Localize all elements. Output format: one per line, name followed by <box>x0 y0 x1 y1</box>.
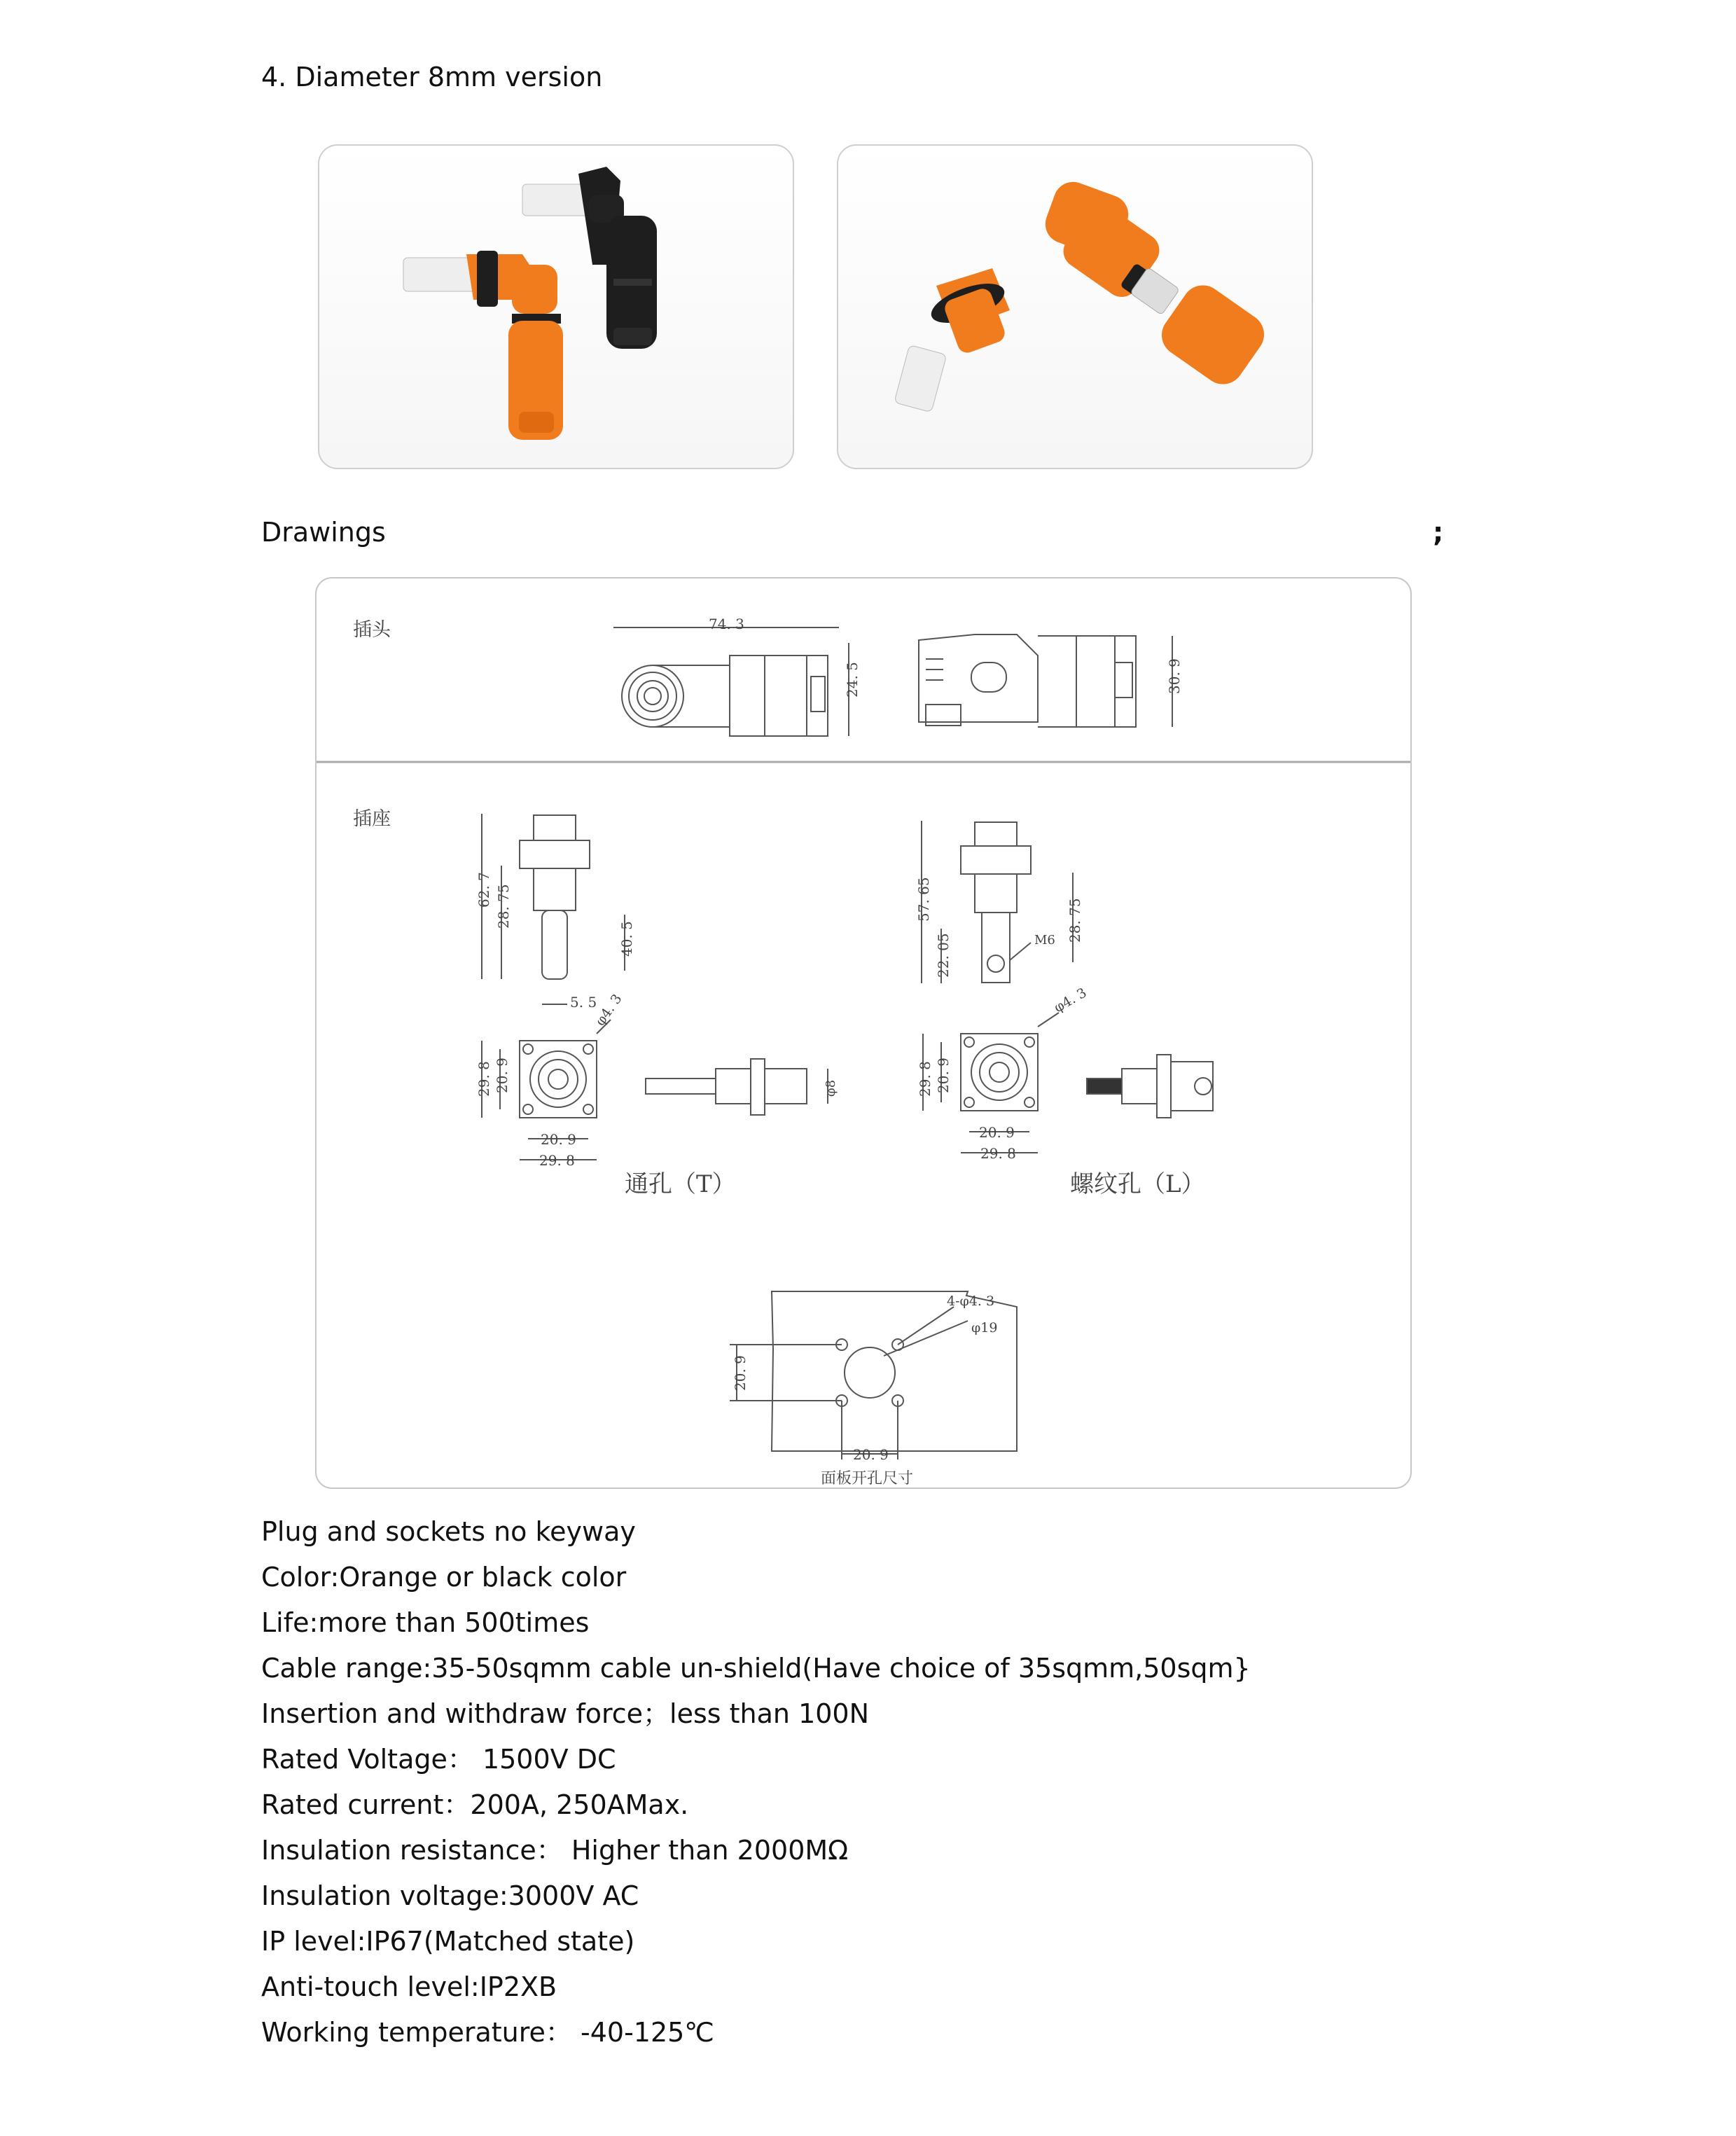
dim-t-tab: 40. 5 <box>618 921 635 957</box>
dim-panel-v: 20. 9 <box>732 1355 749 1391</box>
dim-plug-height-1: 24. 5 <box>844 662 861 698</box>
dim-t-inner-v: 20. 9 <box>494 1057 511 1093</box>
drawing-canvas <box>317 578 1410 1487</box>
spec-insulation-voltage: Insulation voltage:3000V AC <box>261 1880 639 1911</box>
caption-through-hole: 通孔（T） <box>625 1170 736 1198</box>
dim-l-total: 57. 65 <box>915 877 932 922</box>
spec-anti-touch: Anti-touch level:IP2XB <box>261 1971 557 2002</box>
socket-t-elevation <box>475 814 635 1011</box>
dim-l-thread: M6 <box>1034 933 1055 948</box>
spec-cable-range: Cable range:35-50sqmm cable un-shield(Have choice of 35sqmm,50sqm} <box>261 1653 1251 1684</box>
dim-l-low: 22. 05 <box>935 933 952 978</box>
spec-insertion-force: Insertion and withdraw force；less than 100N <box>261 1698 870 1729</box>
plug-view-side <box>919 634 1183 727</box>
panel-cutout <box>730 1291 1017 1487</box>
product-photo-right <box>837 144 1313 469</box>
section-heading: 4. Diameter 8mm version <box>261 62 603 92</box>
dim-plug-length: 74. 3 <box>709 616 744 632</box>
dim-t-inner-h: 20. 9 <box>541 1131 576 1148</box>
spec-color: Color:Orange or black color <box>261 1562 627 1593</box>
dim-l-inner-h: 20. 9 <box>979 1124 1015 1141</box>
socket-l-plan <box>917 985 1205 1198</box>
dim-panel-h: 20. 9 <box>853 1446 889 1463</box>
socket-t-side <box>646 1059 838 1115</box>
dim-t-width: 5. 5 <box>570 994 597 1011</box>
spec-keyway: Plug and sockets no keyway <box>261 1516 636 1547</box>
socket-label: 插座 <box>353 808 391 830</box>
dim-phi8: φ8 <box>824 1079 838 1097</box>
technical-drawing <box>315 577 1412 1489</box>
spec-ip-level: IP level:IP67(Matched state) <box>261 1926 635 1957</box>
dim-plug-height-2: 30. 9 <box>1166 658 1183 694</box>
spec-insulation-resistance: Insulation resistance： Higher than 2000MΩ <box>261 1835 849 1866</box>
dim-panel-holes: 4-φ4. 3 <box>947 1294 995 1309</box>
spec-rated-current: Rated current：200A, 250AMax. <box>261 1789 689 1820</box>
socket-l-side <box>1087 1055 1213 1118</box>
spec-list <box>261 1509 1251 2055</box>
plug-view-front <box>613 616 861 736</box>
dim-l-outer-h: 29. 8 <box>980 1145 1016 1162</box>
plug-label: 插头 <box>353 619 391 641</box>
drawings-label: Drawings <box>261 517 386 548</box>
spec-working-temp: Working temperature： -40-125℃ <box>261 2017 714 2048</box>
product-photo-left <box>318 144 794 469</box>
dim-panel-center: φ19 <box>971 1320 998 1336</box>
spec-life: Life:more than 500times <box>261 1607 590 1638</box>
connector-mating-image <box>838 146 1312 468</box>
dim-t-outer-h: 29. 8 <box>539 1152 575 1169</box>
panel-caption: 面板开孔尺寸 <box>821 1470 914 1487</box>
caption-thread-hole: 螺纹孔（L） <box>1070 1170 1205 1198</box>
side-mark: ; <box>1433 517 1444 548</box>
dim-t-hole: φ4. 3 <box>592 991 625 1029</box>
connector-pair-image <box>319 146 793 468</box>
spec-rated-voltage: Rated Voltage： 1500V DC <box>261 1744 616 1775</box>
dim-l-outer-v: 29. 8 <box>917 1061 933 1097</box>
dim-t-mid: 28. 75 <box>495 884 512 929</box>
socket-l-elevation <box>915 821 1083 983</box>
dim-t-outer-v: 29. 8 <box>475 1061 492 1097</box>
dim-l-inner-v: 20. 9 <box>935 1057 952 1093</box>
dim-t-total: 62. 7 <box>475 872 492 908</box>
dim-l-mid: 28. 75 <box>1067 898 1083 943</box>
socket-t-plan <box>475 992 736 1198</box>
dim-l-hole: φ4. 3 <box>1051 985 1090 1016</box>
